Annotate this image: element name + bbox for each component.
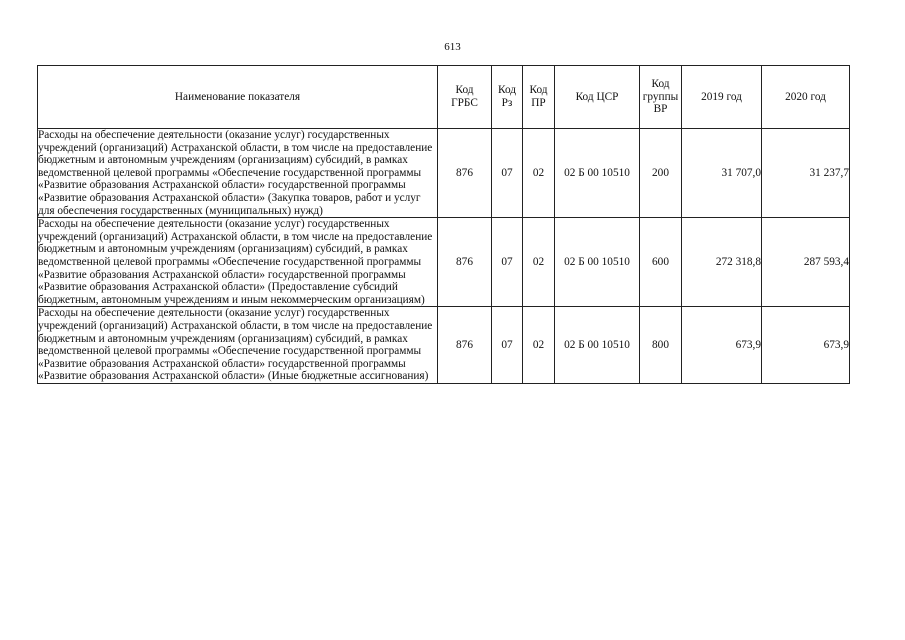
row-vr: 200 [640, 129, 682, 218]
header-rz-line2: Рз [501, 97, 513, 109]
page-number: 613 [444, 41, 461, 53]
header-vr-line3: ВР [653, 103, 668, 116]
table-row [38, 307, 850, 384]
row-2020: 287 593,4 [762, 218, 850, 307]
row-2020: 673,9 [762, 307, 850, 384]
row-2020: 31 237,7 [762, 129, 850, 218]
row-vr: 800 [640, 307, 682, 384]
header-grbs [438, 66, 492, 129]
header-pr [523, 66, 555, 129]
table-row [38, 129, 850, 218]
row-2019: 272 318,8 [682, 218, 762, 307]
row-csr: 02 Б 00 10510 [555, 307, 640, 384]
row-2019: 31 707,0 [682, 129, 762, 218]
row-rz: 07 [492, 218, 523, 307]
row-csr: 02 Б 00 10510 [555, 129, 640, 218]
header-2019: 2019 год [682, 66, 762, 129]
row-2019: 673,9 [682, 307, 762, 384]
row-name: Расходы на обеспечение деятельности (оказание услуг) государственных учреждений (организаций) Астраханской области, в том числе на предоставление бюджетным и автономным учреждениям (организациям) субсидий, в рамках ведомственной целевой программы «Обеспечение государственной программы «Развитие образования Астраханской области» государственной программы «Развитие образования Астраханской области» (Предоставление субсидий бюджетным, автономным учреждениям и иным некоммерческим организациям) [38, 218, 438, 307]
header-pr-line1: Код [529, 84, 548, 97]
header-grbs-line1: Код [455, 84, 474, 97]
row-grbs: 876 [438, 307, 492, 384]
header-rz [492, 66, 523, 129]
row-pr: 02 [523, 218, 555, 307]
header-vr-line1: Код [651, 78, 670, 91]
budget-table [37, 65, 850, 384]
row-name: Расходы на обеспечение деятельности (оказание услуг) государственных учреждений (организаций) Астраханской области, в том числе на предоставление бюджетным и автономным учреждениям (организациям) субсидий, в рамках ведомственной целевой программы «Обеспечение государственной программы «Развитие образования Астраханской области» государственной программы «Развитие образования Астраханской области» (Закупка товаров, работ и услуг для обеспечения государственных (муниципальных) нужд) [38, 129, 438, 218]
header-row [38, 66, 850, 129]
header-pr-line2: ПР [531, 97, 546, 109]
header-rz-line1: Код [497, 84, 517, 97]
header-csr: Код ЦСР [555, 66, 640, 129]
row-grbs: 876 [438, 218, 492, 307]
row-csr: 02 Б 00 10510 [555, 218, 640, 307]
row-vr: 600 [640, 218, 682, 307]
header-vr [640, 66, 682, 129]
header-vr-line2: группы [642, 90, 679, 103]
table-row [38, 218, 850, 307]
header-grbs-line2: ГРБС [451, 97, 478, 109]
row-rz: 07 [492, 307, 523, 384]
header-2020: 2020 год [762, 66, 850, 129]
row-pr: 02 [523, 129, 555, 218]
row-rz: 07 [492, 129, 523, 218]
row-name: Расходы на обеспечение деятельности (оказание услуг) государственных учреждений (организаций) Астраханской области, в том числе на предоставление бюджетным и автономным учреждениям (организациям) субсидий, в рамках ведомственной целевой программы «Обеспечение государственной программы «Развитие образования Астраханской области» государственной программы «Развитие образования Астраханской области» (Иные бюджетные ассигнования) [38, 307, 438, 384]
header-name: Наименование показателя [38, 66, 438, 129]
row-grbs: 876 [438, 129, 492, 218]
row-pr: 02 [523, 307, 555, 384]
